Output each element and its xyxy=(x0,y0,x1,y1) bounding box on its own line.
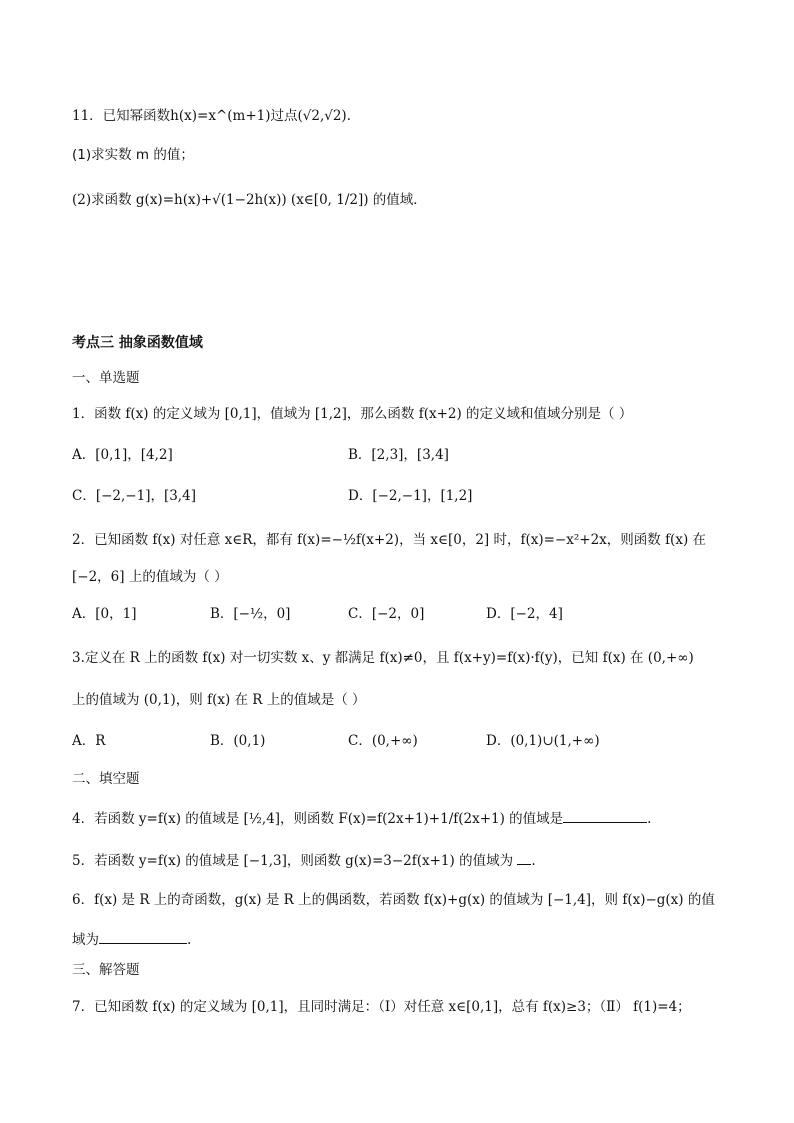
q1-stem: 1．函数 f(x) 的定义域为 [0,1]，值域为 [1,2]，那么函数 f(x+2) 的定义域和值域分别是（ ） xyxy=(72,406,633,422)
q6-answer-blank[interactable] xyxy=(99,929,187,944)
q11-stem: 11．已知幂函数h(x)=x^(m+1)过点(√2,√2)． xyxy=(72,108,361,124)
q2-option-c: C．[−2，0] xyxy=(348,606,425,622)
q4-stem: 4．若函数 y=f(x) 的值域是 [½,4]，则函数 F(x)=f(2x+1)+1/f(2x+1) 的值域是 . xyxy=(72,808,651,829)
fill-blank-heading: 二、填空题 xyxy=(72,771,140,787)
q4-answer-blank[interactable] xyxy=(563,808,647,823)
q6-stem: 6．f(x) 是 R 上的奇函数，g(x) 是 R 上的偶函数，若函数 f(x)+g(x) 的值域为 [−1,4]，则 f(x)−g(x) 的值 xyxy=(72,892,715,908)
q1-option-a: A．[0,1]，[4,2] xyxy=(72,447,173,463)
section-title: 考点三 抽象函数值域 xyxy=(72,335,203,351)
q11-part2: (2)求函数 g(x)=h(x)+√(1−2h(x)) (x∈[0, 1/2]) 的值域． xyxy=(72,192,427,208)
q3-stem: 3.定义在 R 上的函数 f(x) 对一切实数 x、y 都满足 f(x)≠0，且 f(x+y)=f(x)·f(y)，已知 f(x) 在 (0,+∞) xyxy=(72,650,694,666)
q3-option-c: C．(0,+∞) xyxy=(348,733,418,749)
q2-option-a: A．[0，1] xyxy=(72,606,137,622)
q1-option-b: B．[2,3]，[3,4] xyxy=(348,447,449,463)
q3-option-d: D．(0,1)∪(1,+∞) xyxy=(486,733,600,749)
q5-answer-blank[interactable] xyxy=(517,850,531,865)
single-choice-heading: 一、单选题 xyxy=(72,370,140,386)
q6-stem-cont: 域为 . xyxy=(72,929,191,950)
q2-stem: 2．已知函数 f(x) 对任意 x∈R，都有 f(x)=−½f(x+2)，当 x∈[0，2] 时，f(x)=−x²+2x，则函数 f(x) 在 xyxy=(72,532,706,548)
q3-stem-cont: 上的值域为 (0,1)，则 f(x) 在 R 上的值域是（ ） xyxy=(72,692,366,708)
q1-option-c: C．[−2,−1]，[3,4] xyxy=(72,488,196,504)
q1-option-d: D．[−2,−1]，[1,2] xyxy=(348,488,473,504)
q4-text: 4．若函数 y=f(x) 的值域是 [½,4]，则函数 F(x)=f(2x+1)+1/f(2x+1) 的值域是 xyxy=(72,811,564,827)
q3-option-b: B．(0,1) xyxy=(210,733,266,749)
answer-section-heading: 三、解答题 xyxy=(72,962,140,978)
q11-part1: (1)求实数 m 的值； xyxy=(72,147,194,163)
q2-option-b: B．[−½，0] xyxy=(210,606,291,622)
q7-stem: 7．已知函数 f(x) 的定义域为 [0,1]，且同时满足：（Ⅰ）对任意 x∈[0,1]，总有 f(x)≥3；（Ⅱ） f(1)=4； xyxy=(72,999,691,1015)
q2-stem-cont: [−2，6] 上的值域为（ ） xyxy=(72,569,228,585)
q3-option-a: A．R xyxy=(72,733,106,749)
q2-option-d: D．[−2，4] xyxy=(486,606,563,622)
q6-text-cont: 域为 xyxy=(72,932,99,948)
q5-stem: 5．若函数 y=f(x) 的值域是 [−1,3]，则函数 g(x)=3−2f(x+1) 的值域为 . xyxy=(72,850,536,871)
q5-text: 5．若函数 y=f(x) 的值域是 [−1,3]，则函数 g(x)=3−2f(x+1) 的值域为 xyxy=(72,853,514,869)
